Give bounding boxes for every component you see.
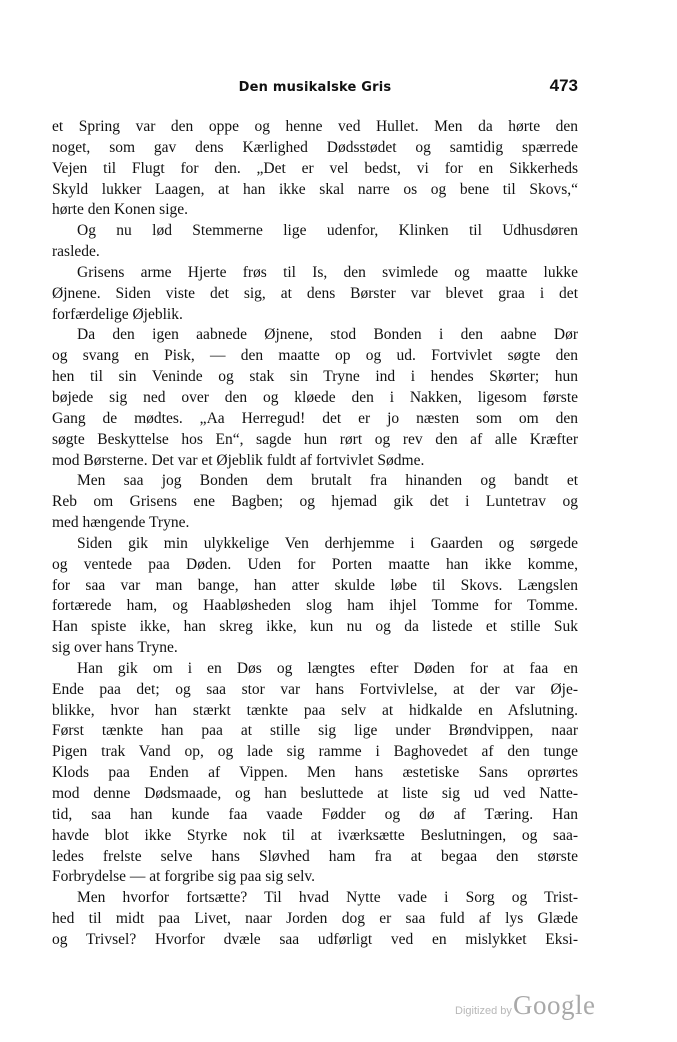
text-line: Han spiste ikke, han skreg ikke, kun nu og da listede et stille Suk: [52, 618, 578, 636]
text-line: hed til midt paa Livet, naar Jorden dog er saa fuld af lys Glæde: [52, 910, 578, 928]
text-line: forfærdelige Øjeblik.: [52, 305, 183, 323]
text-line: Da den igen aabnede Øjnene, stod Bonden i den aabne Dør: [77, 326, 578, 344]
body-text: [52, 117, 578, 951]
text-line: ledes frelste selve hans Sløvhed ham fra at begaa den største: [52, 847, 578, 865]
digitized-watermark: [430, 988, 600, 1028]
text-line: fortærede ham, og Haabløsheden slog ham ihjel Tomme for Tomme.: [52, 597, 578, 615]
text-line: Gang de mødtes. „Aa Herregud! det er jo næsten som om den: [52, 409, 578, 427]
text-line: Pigen trak Vand op, og lade sig ramme i Baghovedet af den tunge: [52, 743, 578, 761]
text-line: raslede.: [52, 243, 100, 261]
running-head: Den musikalske Gris: [238, 80, 392, 95]
text-line: sig over hans Tryne.: [52, 639, 178, 657]
text-line: Men saa jog Bonden dem brutalt fra hinanden og bandt et: [77, 472, 578, 490]
text-line: et Spring var den oppe og henne ved Hullet. Men da hørte den: [52, 118, 578, 135]
text-line: hørte den Konen sige.: [52, 201, 189, 219]
text-line: bøjede sig ned over den og kløede den i Nakken, ligesom første: [52, 388, 578, 406]
text-line: og ventede paa Døden. Uden for Porten maatte han ikke komme,: [52, 555, 578, 573]
text-line: Grisens arme Hjerte frøs til Is, den svimlede og maatte lukke: [77, 263, 578, 281]
text-line: blikke, hvor han stærkt tænkte paa selv at hidkalde en Afslutning.: [52, 701, 578, 719]
text-line: Skyld lukker Laagen, at han ikke skal narre os og bene til Skovs,“: [52, 180, 578, 198]
text-line: Øjnene. Siden viste det sig, at dens Børster var blevet graa i det: [52, 284, 578, 302]
page-header: [52, 76, 578, 98]
digitized-by-text: Digitized by: [455, 1005, 512, 1017]
text-line: med hængende Tryne.: [52, 514, 190, 532]
text-line: og svang en Pisk, — den maatte op og ud. Fortvivlet søgte den: [52, 347, 578, 365]
text-line: Han gik om i en Døs og længtes efter Døden for at faa en: [77, 659, 578, 677]
text-line: søgte Beskyttelse hos En“, sagde hun rørt og rev den af alle Kræfter: [52, 430, 578, 448]
text-line: Ende paa det; og saa stor var hans Fortvivlelse, at der var Øje-: [52, 680, 578, 698]
google-logo: Google: [513, 990, 596, 1020]
text-line: Forbrydelse — at forgribe sig paa sig selv.: [52, 868, 316, 886]
text-line: Vejen til Flugt for den. „Det er vel bedst, vi for en Sikkerheds: [52, 159, 578, 177]
text-line: havde blot ikke Styrke nok til at iværksætte Beslutningen, og saa-: [52, 826, 578, 844]
text-line: Men hvorfor fortsætte? Til hvad Nytte vade i Sorg og Trist-: [77, 889, 578, 907]
text-line: Reb om Grisens ene Bagben; og hjemad gik det i Luntetrav og: [52, 493, 578, 511]
text-line: for saa var man bange, han atter skulde løbe til Skovs. Længslen: [52, 576, 578, 594]
text-line: mod Børsterne. Det var et Øjeblik fuldt af fortvivlet Sødme.: [52, 451, 425, 469]
text-line: Siden gik min ulykkelige Ven derhjemme i Gaarden og sørgede: [77, 534, 578, 552]
text-line: noget, som gav dens Kærlighed Dødsstødet og samtidig spærrede: [52, 138, 578, 156]
text-line: Og nu lød Stemmerne lige udenfor, Klinken til Udhusdøren: [77, 222, 578, 240]
text-line: mod denne Dødsmaade, og han besluttede at liste sig ud ved Natte-: [52, 785, 578, 802]
text-line: tid, saa han kunde faa vaade Fødder og dø af Tæring. Han: [52, 805, 578, 823]
text-line: hen til sin Veninde og stak sin Tryne ind i hendes Skørter; hun: [52, 368, 578, 386]
text-line: Klods paa Enden af Vippen. Men hans æstetiske Sans oprørtes: [52, 764, 578, 782]
text-line: og Trivsel? Hvorfor dvæle saa udførligt ved en mislykket Eksi-: [52, 930, 578, 948]
text-line: Først tænkte han paa at stille sig lige under Brøndvippen, naar: [52, 722, 578, 740]
page-number: 473: [549, 76, 578, 95]
